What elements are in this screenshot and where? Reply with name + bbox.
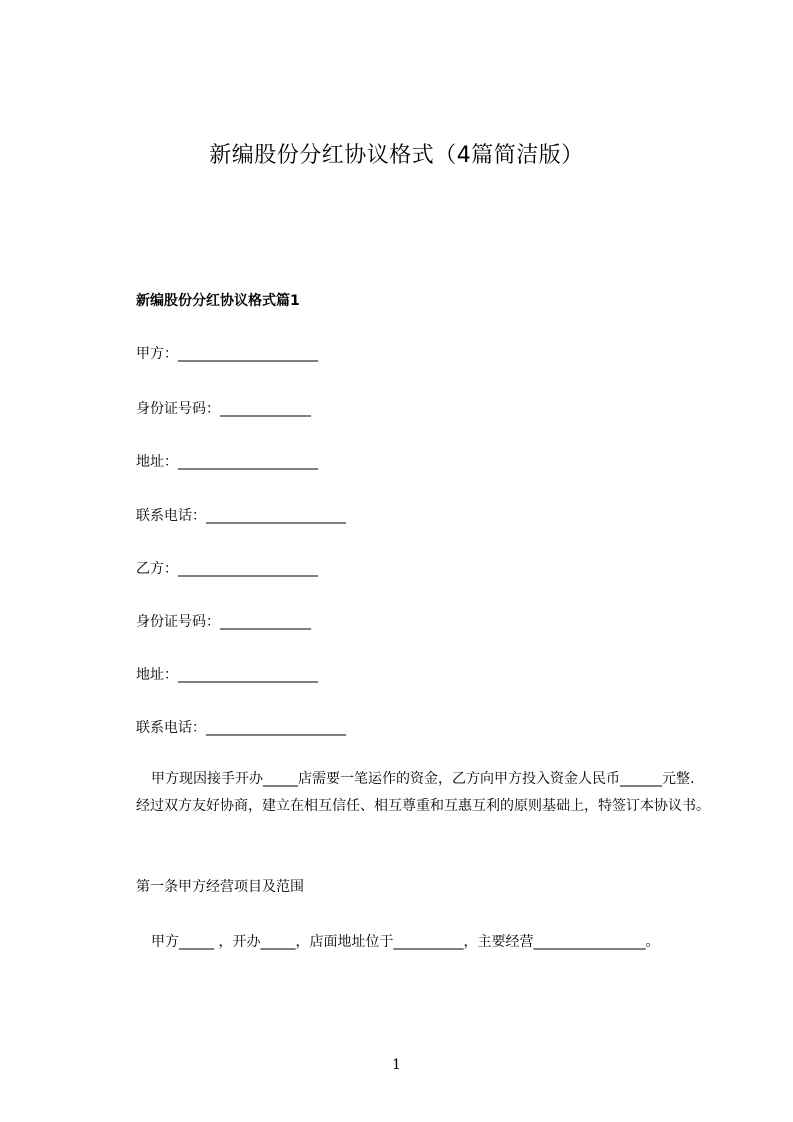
party-a-address-field: 地址：____________________	[136, 454, 318, 470]
party-b-address-field: 地址：____________________	[136, 667, 318, 683]
party-a-phone-field: 联系电话：____________________	[136, 508, 346, 524]
page-number: 1	[392, 1057, 401, 1073]
article-1-title: 第一条甲方经营项目及范围	[136, 879, 304, 895]
party-b-name-field: 乙方：____________________	[136, 561, 318, 577]
section-heading: 新编股份分红协议格式篇1	[136, 293, 300, 309]
article-1-paragraph: 甲方_____ ，开办_____，店面地址位于__________，主要经营________________。	[137, 934, 660, 950]
intro-paragraph: 甲方现因接手开办_____店需要一笔运作的资金，乙方向甲方投入资金人民币______元整. 经过双方友好协商，建立在相互信任、相互尊重和互惠互利的原则基础上，特签订本协议书。	[136, 771, 710, 814]
document-title: 新编股份分红协议格式（4篇简洁版）	[209, 143, 584, 168]
party-b-phone-field: 联系电话：____________________	[136, 720, 346, 736]
party-a-id-field: 身份证号码：_____________	[136, 401, 311, 417]
party-b-id-field: 身份证号码：_____________	[136, 614, 311, 630]
party-a-name-field: 甲方：____________________	[136, 346, 318, 362]
